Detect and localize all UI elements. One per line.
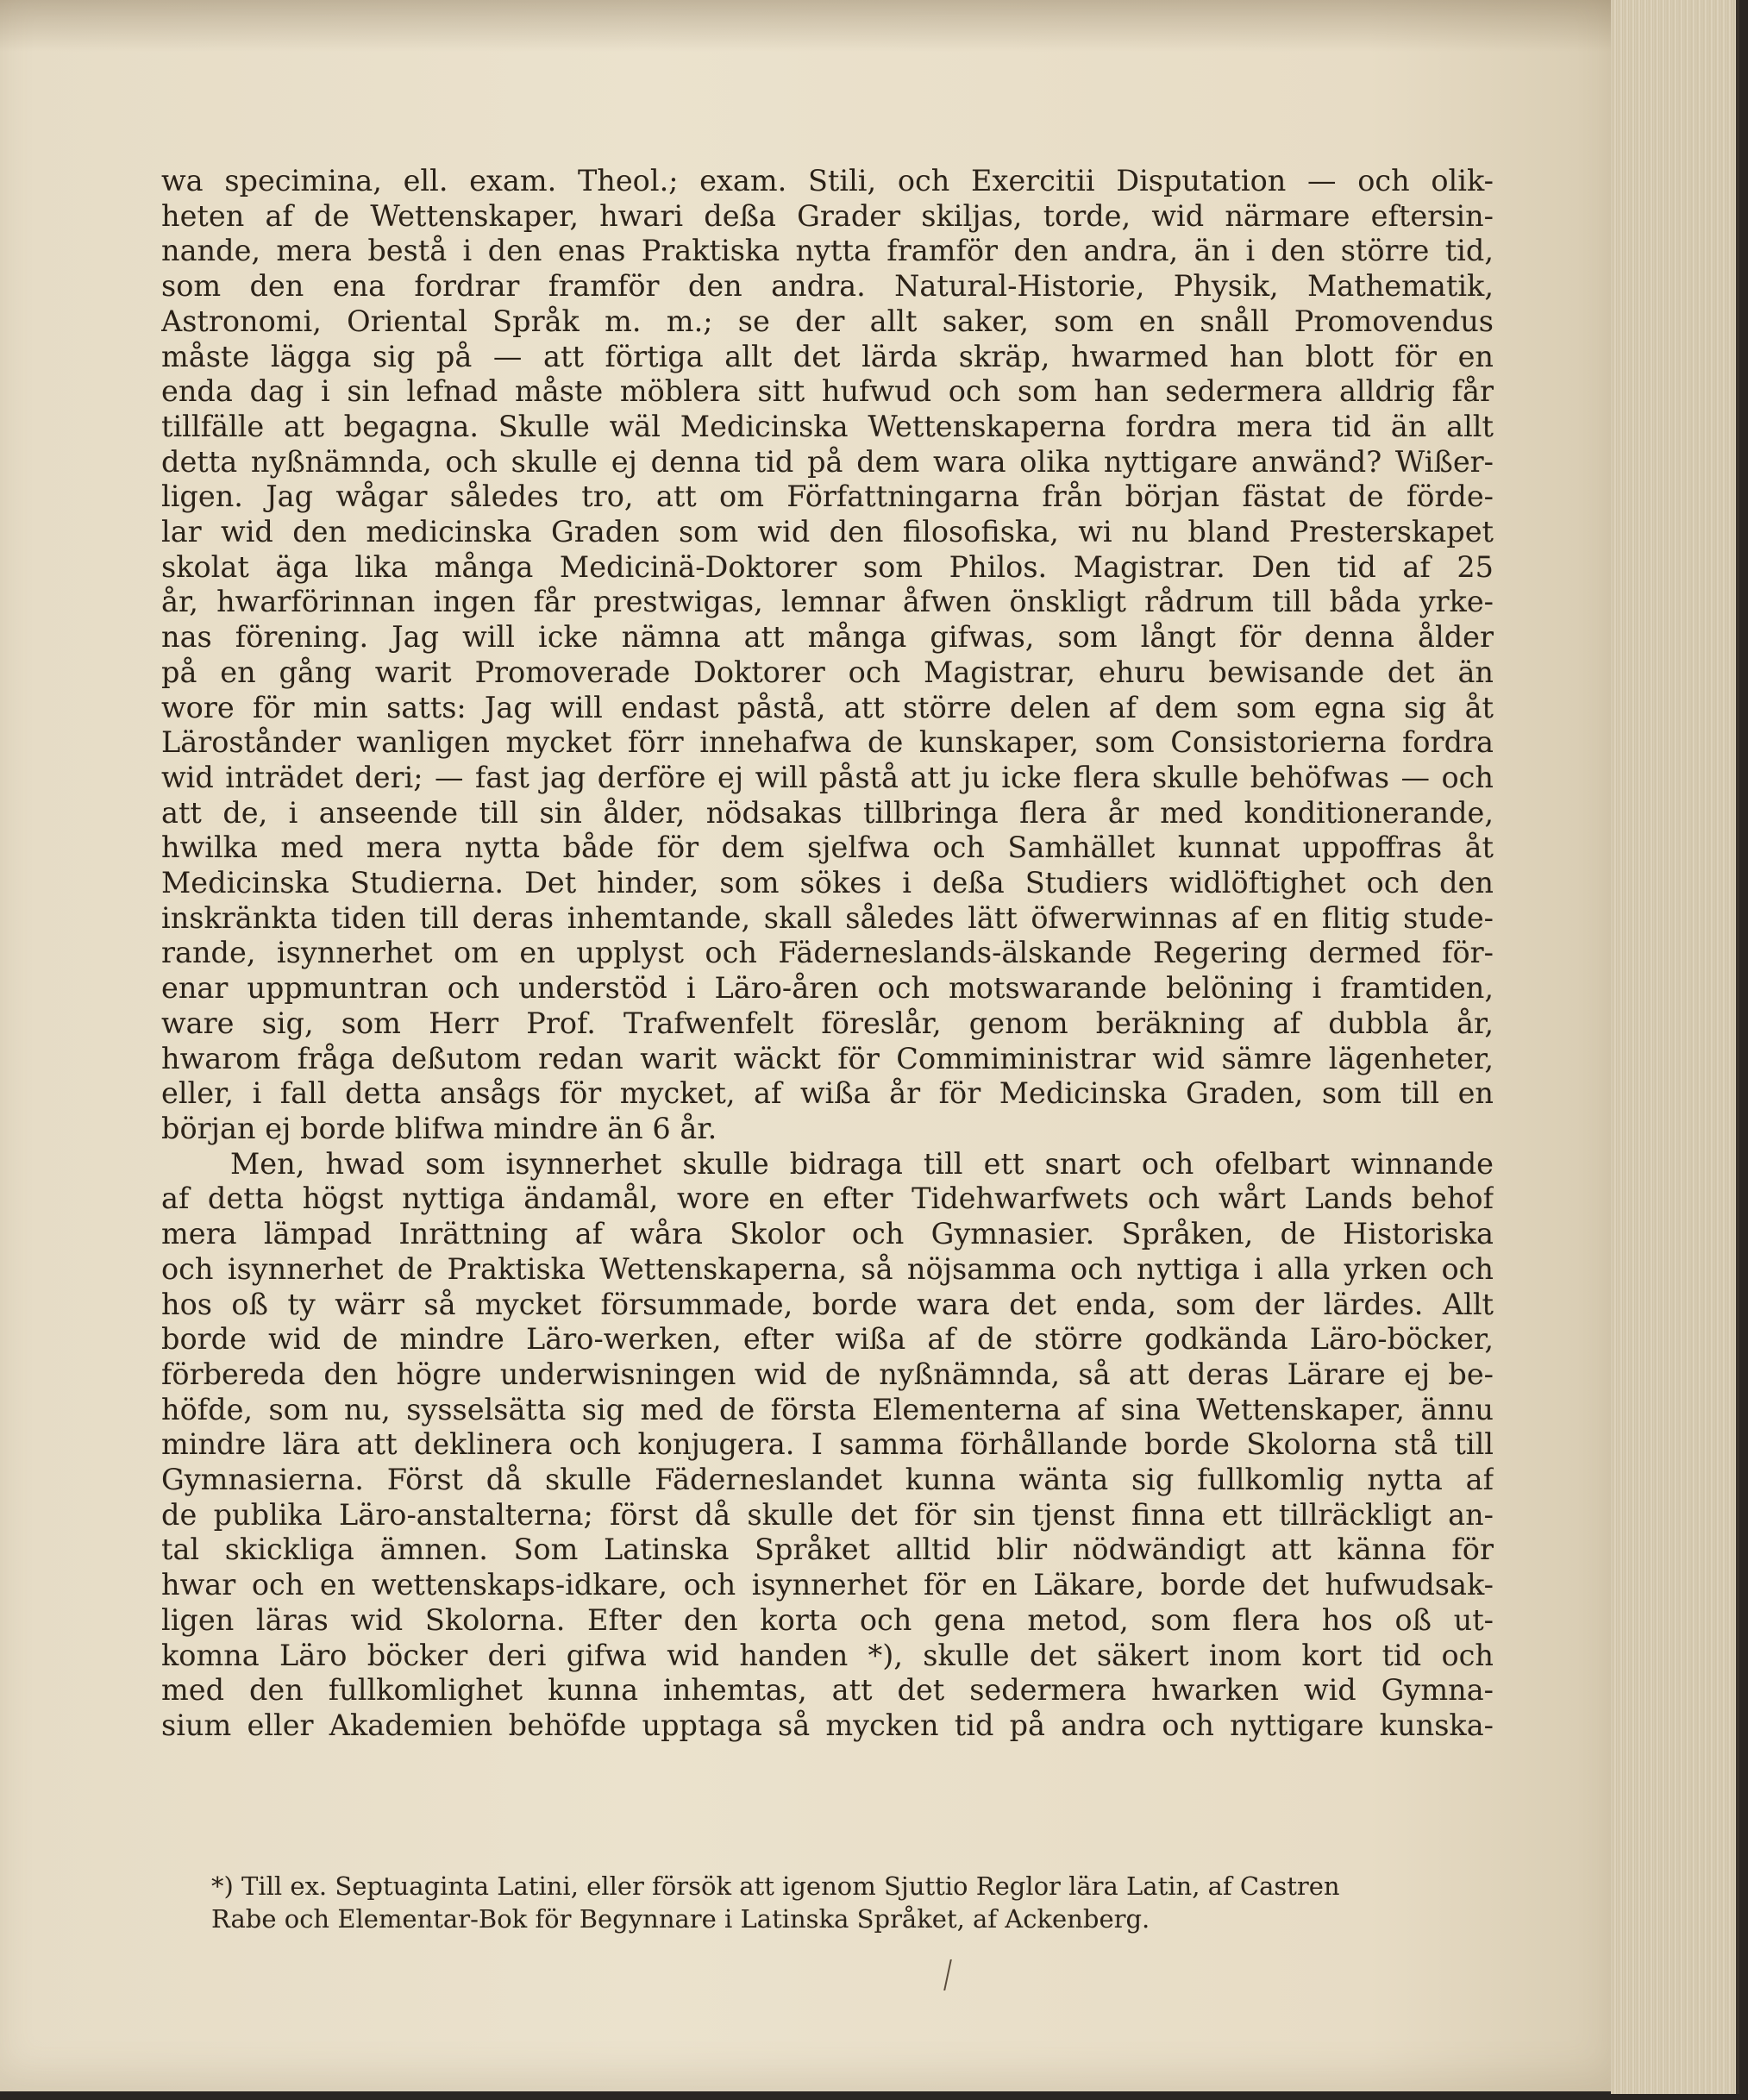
text-line: komna Läro böcker deri gifwa wid handen *), skulle det säkert inom kort tid och xyxy=(161,1638,1494,1672)
pencil-mark xyxy=(943,1959,964,1990)
text-line: på en gång warit Promoverade Doktorer och Magistrar, ehuru bewisande det än xyxy=(161,655,1494,689)
text-line: Gymnasierna. Först då skulle Fäderneslandet kunna wänta sig fullkomlig nytta af xyxy=(161,1463,1494,1497)
text-line: med den fullkomlighet kunna inhemtas, att det sedermera hwarken wid Gymna- xyxy=(161,1673,1494,1708)
text-line: måste lägga sig på — att förtiga allt det lärda skräp, hwarmed han blott för en xyxy=(161,339,1494,373)
text-line: Medicinska Studierna. Det hinder, som sökes i deßa Studiers widlöftighet och den xyxy=(161,866,1494,900)
text-line: Men, hwad som isynnerhet skulle bidraga till ett snart och ofelbart winnande xyxy=(230,1146,1494,1181)
text-line: nas förening. Jag will icke nämna att många gifwas, som långt för denna ålder xyxy=(161,620,1494,655)
text-line: eller, i fall detta ansågs för mycket, af wißa år för Medicinska Graden, som till en xyxy=(161,1076,1494,1111)
text-line: tillfälle att begagna. Skulle wäl Medicinska Wettenskaperna fordra mera tid än allt xyxy=(161,409,1494,443)
text-line: hos oß ty wärr så mycket försummade, borde wara det enda, som der lärdes. Allt xyxy=(161,1287,1494,1321)
text-line: enda dag i sin lefnad måste möblera sitt hufwud och som han sedermera alldrig får xyxy=(161,374,1494,409)
text-line: hwar och en wettenskaps-idkare, och isynnerhet för en Läkare, borde det hufwudsak- xyxy=(161,1568,1494,1602)
text-line: borde wid de mindre Läro-werken, efter wißa af de större godkända Läro-böcker, xyxy=(161,1322,1494,1357)
text-line: Astronomi, Oriental Språk m. m.; se der allt saker, som en snåll Promovendus xyxy=(161,304,1494,338)
text-line: ware sig, som Herr Prof. Trafwenfelt föreslår, genom beräkning af dubbla år, xyxy=(161,1006,1494,1040)
text-line: hwilka med mera nytta både för dem sjelfwa och Samhället kunnat uppoffras åt xyxy=(161,831,1494,865)
text-line: mera lämpad Inrättning af wåra Skolor och Gymnasier. Språken, de Historiska xyxy=(161,1217,1494,1251)
text-line: detta nyßnämnda, och skulle ej denna tid på dem wara olika nyttigare anwänd? Wißer- xyxy=(161,444,1494,479)
text-line: ligen läras wid Skolorna. Efter den korta och gena metod, som flera hos oß ut- xyxy=(161,1602,1494,1637)
text-line: tal skickliga ämnen. Som Latinska Språket alltid blir nödwändigt att känna för xyxy=(161,1533,1494,1567)
text-line: förbereda den högre underwisningen wid de nyßnämnda, så att deras Lärare ej be- xyxy=(161,1357,1494,1391)
text-line: ligen. Jag wågar således tro, att om Författningarna från början fästat de förde- xyxy=(161,480,1494,514)
footnote-line: Rabe och Elementar-Bok för Begynnare i Latinska Språket, af Ackenberg. xyxy=(211,1904,1150,1934)
text-line: heten af de Wettenskaper, hwari deßa Grader skiljas, torde, wid närmare eftersin- xyxy=(161,198,1494,233)
text-line: början ej borde blifwa mindre än 6 år. xyxy=(161,1111,717,1145)
text-line: skolat äga lika många Medicinä-Doktorer som Philos. Magistrar. Den tid af 25 xyxy=(161,549,1494,584)
text-line: af detta högst nyttiga ändamål, wore en efter Tidehwarfwets och wårt Lands behof xyxy=(161,1182,1494,1216)
text-line: wore för min satts: Jag will endast påstå, att större delen af dem som egna sig åt xyxy=(161,690,1494,724)
text-line: de publika Läro-anstalterna; först då skulle det för sin tjenst finna ett tillräckligt an- xyxy=(161,1497,1494,1532)
text-line: wid inträdet deri; — fast jag derföre ej will påstå att ju icke flera skulle behöfwas — och xyxy=(161,760,1494,794)
text-line: Lärostånder wanligen mycket förr innehafwa de kunskaper, som Consistorierna fordra xyxy=(161,725,1494,760)
text-line: att de, i anseende till sin ålder, nödsakas tillbringa flera år med konditionerande, xyxy=(161,795,1494,830)
text-line: enar uppmuntran och understöd i Läro-åren och motswarande belöning i framtiden, xyxy=(161,971,1494,1006)
text-line: mindre lära att deklinera och konjugera. I samma förhållande borde Skolorna stå till xyxy=(161,1427,1494,1462)
page-edges xyxy=(1611,0,1739,2094)
text-line: hwarom fråga deßutom redan warit wäckt för Commiministrar wid sämre lägenheter, xyxy=(161,1041,1494,1075)
body-text xyxy=(161,164,1494,1744)
text-line: rande, isynnerhet om en upplyst och Fäderneslands-älskande Regering dermed för- xyxy=(161,936,1494,970)
text-line: och isynnerhet de Praktiska Wettenskaperna, så nöjsamma och nyttiga i alla yrken och xyxy=(161,1251,1494,1286)
page-top-shadow xyxy=(0,0,1611,52)
text-line: sium eller Akademien behöfde upptaga så mycken tid på andra och nyttigare kunska- xyxy=(161,1708,1494,1742)
text-line: inskränkta tiden till deras inhemtande, skall således lätt öfwerwinnas af en flitig stude- xyxy=(161,900,1494,935)
footnote xyxy=(211,1870,1496,1935)
text-line: wa specimina, ell. exam. Theol.; exam. Stili, och Exercitii Disputation — och olik- xyxy=(161,164,1494,197)
text-line: nande, mera bestå i den enas Praktiska nytta framför den andra, än i den större tid, xyxy=(161,234,1494,268)
text-line: som den ena fordrar framför den andra. Natural-Historie, Physik, Mathematik, xyxy=(161,269,1494,304)
text-line: lar wid den medicinska Graden som wid den filosofiska, wi nu bland Presterskapet xyxy=(161,515,1494,549)
text-line: år, hwarförinnan ingen får prestwigas, lemnar åfwen önskligt rådrum till båda yrke- xyxy=(161,585,1494,619)
footnote-line: *) Till ex. Septuaginta Latini, eller försök att igenom Sjuttio Reglor lära Latin, af Castren xyxy=(211,1871,1340,1901)
text-line: höfde, som nu, sysselsätta sig med de första Elementerna af sina Wettenskaper, ännu xyxy=(161,1392,1494,1426)
